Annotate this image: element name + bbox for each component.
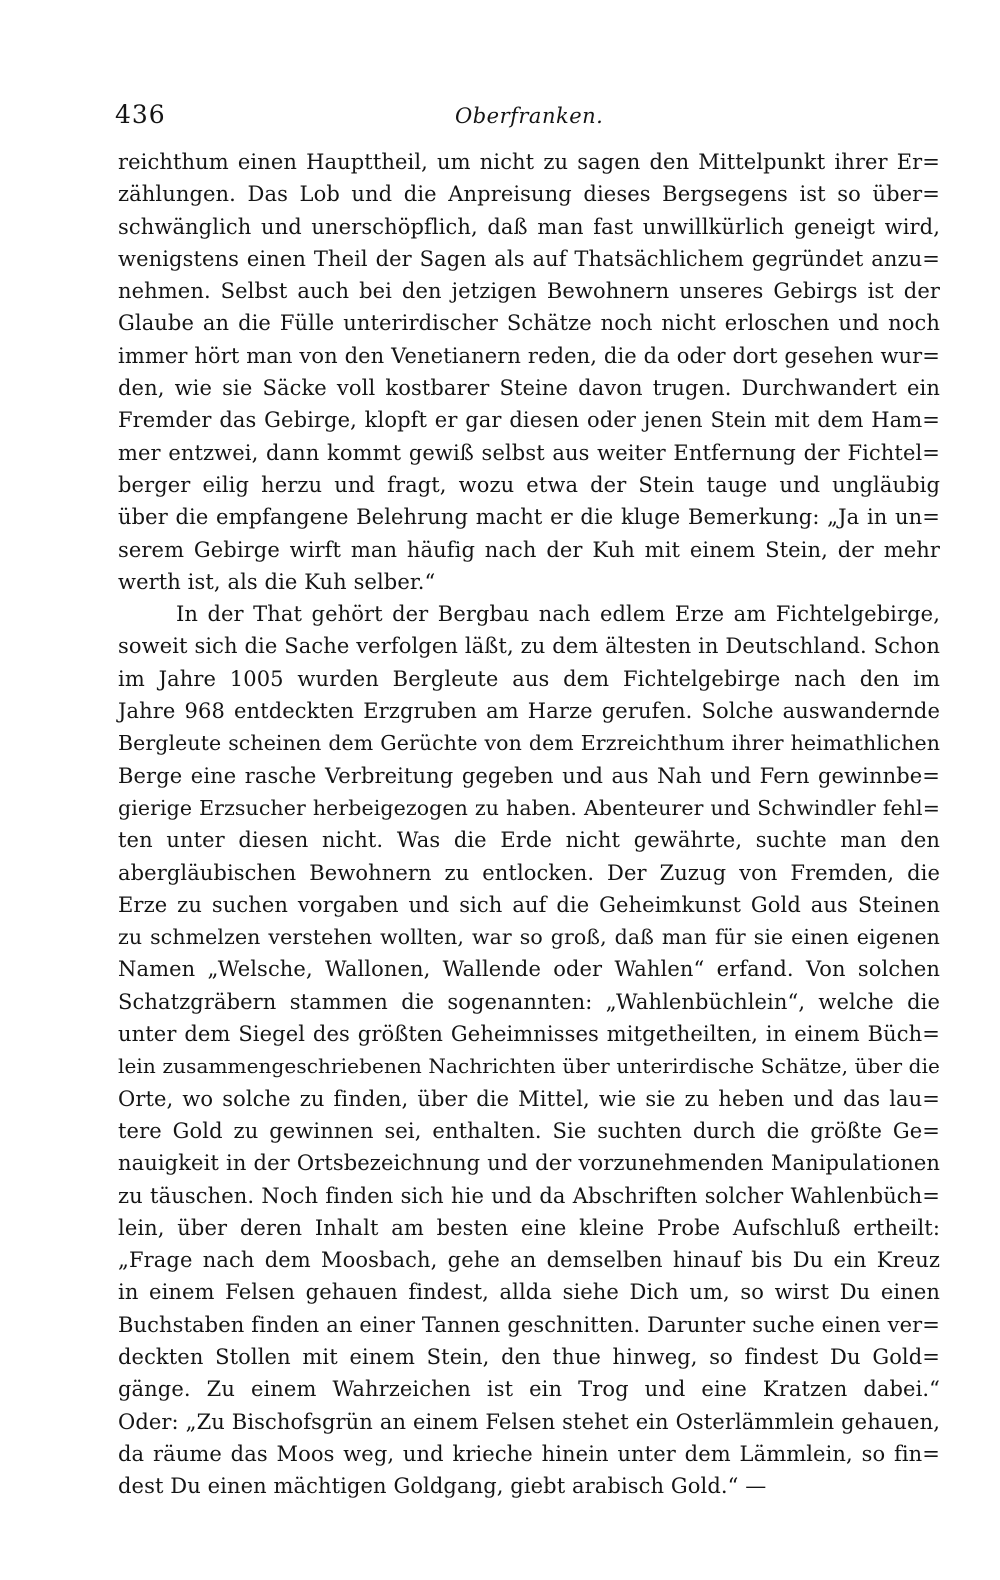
- text-line: werth ist, als die Kuh selber.“: [118, 569, 436, 594]
- text-line: ten unter diesen nicht. Was die Erde nicht gewährte, suchte man den: [118, 828, 940, 853]
- text-line: lein, über deren Inhalt am besten eine kleine Probe Aufschluß ertheilt:: [118, 1215, 940, 1240]
- text-line: Berge eine rasche Verbreitung gegeben und aus Nah und Fern gewinnbe=: [118, 763, 940, 788]
- text-line: Fremder das Gebirge, klopft er gar diesen oder jenen Stein mit dem Ham=: [118, 408, 940, 433]
- text-line: abergläubischen Bewohnern zu entlocken. Der Zuzug von Fremden, die: [118, 860, 940, 885]
- text-line: zu täuschen. Noch finden sich hie und da Abschriften solcher Wahlenbüch=: [118, 1183, 940, 1208]
- text-line: zu schmelzen verstehen wollten, war so groß, daß man für sie einen eigenen: [118, 925, 940, 950]
- text-line: soweit sich die Sache verfolgen läßt, zu dem ältesten in Deutschland. Schon: [118, 634, 940, 659]
- running-head: Oberfranken.: [455, 104, 604, 128]
- text-line: „Frage nach dem Moosbach, gehe an demselben hinauf bis Du ein Kreuz: [118, 1248, 940, 1273]
- text-line: wenigstens einen Theil der Sagen als auf Thatsächlichem gegründet anzu=: [118, 246, 940, 271]
- text-line: reichthum einen Haupttheil, um nicht zu sagen den Mittelpunkt ihrer Er=: [118, 150, 940, 174]
- text-line: mer entzwei, dann kommt gewiß selbst aus weiter Entfernung der Fichtel=: [118, 440, 940, 465]
- text-line: im Jahre 1005 wurden Bergleute aus dem Fichtelgebirge nach den im: [118, 666, 940, 691]
- page-number: 436: [115, 100, 166, 129]
- text-line: zählungen. Das Lob und die Anpreisung dieses Bergsegens ist so über=: [118, 182, 940, 207]
- text-line: serem Gebirge wirft man häufig nach der Kuh mit einem Stein, der mehr: [118, 537, 940, 562]
- text-line: gänge. Zu einem Wahrzeichen ist ein Trog und eine Kratzen dabei.“: [118, 1377, 940, 1402]
- text-line: Buchstaben finden an einer Tannen geschnitten. Darunter suche einen ver=: [118, 1312, 940, 1337]
- text-line: nauigkeit in der Ortsbezeichnung und der vorzunehmenden Manipulationen: [118, 1151, 940, 1176]
- text-line: Glaube an die Fülle unterirdischer Schätze noch nicht erloschen und noch: [118, 311, 940, 336]
- text-line: In der That gehört der Bergbau nach edlem Erze am Fichtelgebirge,: [176, 602, 940, 627]
- text-line: Schatzgräbern stammen die sogenannten: „Wahlenbüchlein“, welche die: [118, 989, 940, 1014]
- page-header: [115, 100, 940, 134]
- text-line: nehmen. Selbst auch bei den jetzigen Bewohnern unseres Gebirgs ist der: [118, 279, 940, 304]
- text-line: da räume das Moos weg, und krieche hinein unter dem Lämmlein, so fin=: [118, 1441, 940, 1466]
- text-line: Erze zu suchen vorgaben und sich auf die Geheimkunst Gold aus Steinen: [118, 892, 940, 917]
- text-line: immer hört man von den Venetianern reden, die da oder dort gesehen wur=: [118, 343, 940, 368]
- text-line: Orte, wo solche zu finden, über die Mittel, wie sie zu heben und das lau=: [118, 1086, 940, 1111]
- text-line: schwänglich und unerschöpflich, daß man fast unwillkürlich geneigt wird,: [118, 214, 940, 239]
- text-line: berger eilig herzu und fragt, wozu etwa der Stein tauge und ungläubig: [118, 472, 940, 497]
- text-line: über die empfangene Belehrung macht er die kluge Bemerkung: „Ja in un=: [118, 505, 940, 530]
- text-line: Bergleute scheinen dem Gerüchte von dem Erzreichthum ihrer heimathlichen: [118, 731, 940, 756]
- text-line: Oder: „Zu Bischofsgrün an einem Felsen stehet ein Osterlämmlein gehauen,: [118, 1409, 940, 1434]
- body-text: [118, 146, 940, 1502]
- text-line: tere Gold zu gewinnen sei, enthalten. Sie suchten durch die größte Ge=: [118, 1118, 940, 1143]
- text-line: in einem Felsen gehauen findest, allda siehe Dich um, so wirst Du einen: [118, 1280, 940, 1305]
- text-line: deckten Stollen mit einem Stein, den thue hinweg, so findest Du Gold=: [118, 1344, 940, 1369]
- text-line: Namen „Welsche, Wallonen, Wallende oder Wahlen“ erfand. Von solchen: [118, 957, 940, 982]
- text-line: unter dem Siegel des größten Geheimnisses mitgetheilten, in einem Büch=: [118, 1022, 940, 1047]
- text-line: den, wie sie Säcke voll kostbarer Steine davon trugen. Durchwandert ein: [118, 376, 940, 401]
- text-line: Jahre 968 entdeckten Erzgruben am Harze gerufen. Solche auswandernde: [118, 699, 940, 724]
- text-line: lein zusammengeschriebenen Nachrichten über unterirdische Schätze, über die: [118, 1054, 940, 1079]
- text-line: dest Du einen mächtigen Goldgang, giebt arabisch Gold.“ —: [118, 1474, 767, 1499]
- text-line: gierige Erzsucher herbeigezogen zu haben. Abenteurer und Schwindler fehl=: [118, 795, 940, 820]
